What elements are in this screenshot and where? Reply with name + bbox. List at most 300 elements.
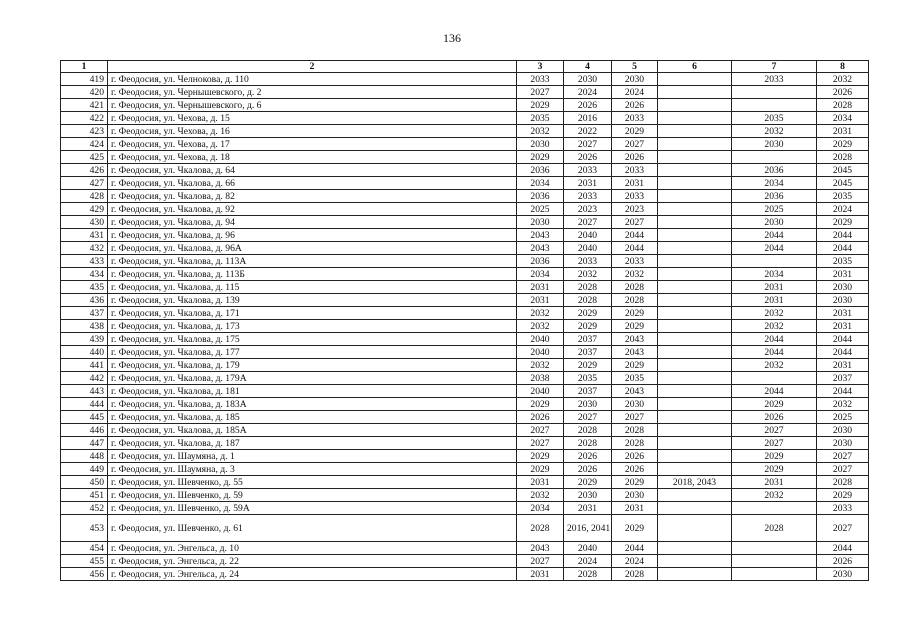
table-row xyxy=(61,203,869,216)
cell-col-8: 2044 xyxy=(817,346,869,359)
table-row xyxy=(61,255,869,268)
table-row xyxy=(61,112,869,125)
cell-row-number: 456 xyxy=(61,568,108,581)
cell-row-number: 429 xyxy=(61,203,108,216)
cell-col-4: 2037 xyxy=(564,333,612,346)
cell-col-4: 2037 xyxy=(564,385,612,398)
cell-col-6 xyxy=(658,86,732,99)
cell-col-3: 2027 xyxy=(517,424,564,437)
cell-col-8: 2030 xyxy=(817,424,869,437)
cell-col-4: 2037 xyxy=(564,346,612,359)
cell-col-5: 2031 xyxy=(612,177,658,190)
cell-col-8: 2025 xyxy=(817,411,869,424)
cell-row-number: 436 xyxy=(61,294,108,307)
cell-col-3: 2029 xyxy=(517,463,564,476)
cell-address: г. Феодосия, ул. Чкалова, д. 185А xyxy=(108,424,517,437)
cell-col-6 xyxy=(658,568,732,581)
cell-col-4: 2029 xyxy=(564,320,612,333)
cell-col-6 xyxy=(658,372,732,385)
cell-col-5: 2033 xyxy=(612,112,658,125)
cell-address: г. Феодосия, ул. Чкалова, д. 187 xyxy=(108,437,517,450)
cell-address: г. Феодосия, ул. Чкалова, д. 179А xyxy=(108,372,517,385)
cell-col-5: 2029 xyxy=(612,515,658,542)
table-row xyxy=(61,372,869,385)
cell-row-number: 435 xyxy=(61,281,108,294)
cell-col-3: 2029 xyxy=(517,151,564,164)
cell-col-7 xyxy=(732,372,817,385)
cell-col-8: 2030 xyxy=(817,437,869,450)
cell-address: г. Феодосия, ул. Шевченко, д. 59 xyxy=(108,489,517,502)
cell-col-6 xyxy=(658,112,732,125)
cell-col-8: 2024 xyxy=(817,203,869,216)
cell-col-5: 2029 xyxy=(612,307,658,320)
cell-address: г. Феодосия, ул. Чкалова, д. 113Б xyxy=(108,268,517,281)
cell-address: г. Феодосия, ул. Энгельса, д. 24 xyxy=(108,568,517,581)
cell-col-5: 2031 xyxy=(612,502,658,515)
cell-address: г. Феодосия, ул. Чехова, д. 15 xyxy=(108,112,517,125)
cell-col-3: 2034 xyxy=(517,502,564,515)
cell-col-3: 2033 xyxy=(517,73,564,86)
cell-col-4: 2040 xyxy=(564,229,612,242)
cell-col-7: 2025 xyxy=(732,203,817,216)
cell-row-number: 449 xyxy=(61,463,108,476)
cell-col-6 xyxy=(658,555,732,568)
cell-col-5: 2024 xyxy=(612,555,658,568)
cell-address: г. Феодосия, ул. Шевченко, д. 61 xyxy=(108,515,517,542)
cell-address: г. Феодосия, ул. Энгельса, д. 22 xyxy=(108,555,517,568)
cell-col-6 xyxy=(658,190,732,203)
table-row xyxy=(61,229,869,242)
table-row xyxy=(61,542,869,555)
cell-col-3: 2043 xyxy=(517,242,564,255)
table-row xyxy=(61,450,869,463)
cell-address: г. Феодосия, ул. Чкалова, д. 171 xyxy=(108,307,517,320)
cell-col-8: 2034 xyxy=(817,112,869,125)
cell-col-8: 2044 xyxy=(817,242,869,255)
cell-col-4: 2028 xyxy=(564,568,612,581)
cell-address: г. Феодосия, ул. Чкалова, д. 115 xyxy=(108,281,517,294)
cell-col-3: 2031 xyxy=(517,476,564,489)
cell-col-8: 2031 xyxy=(817,307,869,320)
cell-address: г. Феодосия, ул. Чкалова, д. 181 xyxy=(108,385,517,398)
cell-col-5: 2028 xyxy=(612,294,658,307)
cell-col-3: 2025 xyxy=(517,203,564,216)
header-row xyxy=(61,61,869,73)
cell-col-5: 2033 xyxy=(612,164,658,177)
cell-col-7: 2033 xyxy=(732,73,817,86)
cell-col-5: 2028 xyxy=(612,424,658,437)
cell-row-number: 422 xyxy=(61,112,108,125)
column-header-2: 2 xyxy=(108,61,517,73)
table-row xyxy=(61,242,869,255)
cell-col-7: 2034 xyxy=(732,177,817,190)
cell-row-number: 421 xyxy=(61,99,108,112)
cell-col-7 xyxy=(732,568,817,581)
table-row xyxy=(61,424,869,437)
cell-address: г. Феодосия, ул. Чкалова, д. 82 xyxy=(108,190,517,203)
table-row xyxy=(61,216,869,229)
column-header-8: 8 xyxy=(817,61,869,73)
cell-col-4: 2028 xyxy=(564,281,612,294)
cell-col-8: 2028 xyxy=(817,476,869,489)
cell-col-3: 2032 xyxy=(517,125,564,138)
cell-address: г. Феодосия, ул. Челнокова, д. 110 xyxy=(108,73,517,86)
cell-col-6 xyxy=(658,203,732,216)
cell-col-3: 2032 xyxy=(517,320,564,333)
cell-col-4: 2022 xyxy=(564,125,612,138)
cell-col-8: 2031 xyxy=(817,320,869,333)
cell-col-8: 2030 xyxy=(817,294,869,307)
table-row xyxy=(61,99,869,112)
cell-col-3: 2040 xyxy=(517,346,564,359)
cell-col-5: 2033 xyxy=(612,255,658,268)
cell-address: г. Феодосия, ул. Чкалова, д. 139 xyxy=(108,294,517,307)
cell-col-5: 2027 xyxy=(612,411,658,424)
cell-col-4: 2040 xyxy=(564,242,612,255)
table-row xyxy=(61,294,869,307)
cell-col-6 xyxy=(658,333,732,346)
cell-col-3: 2032 xyxy=(517,489,564,502)
table-row xyxy=(61,489,869,502)
cell-col-7 xyxy=(732,502,817,515)
table-row xyxy=(61,151,869,164)
cell-col-6 xyxy=(658,424,732,437)
cell-col-4: 2029 xyxy=(564,307,612,320)
table-row xyxy=(61,385,869,398)
cell-col-6 xyxy=(658,125,732,138)
cell-col-4: 2033 xyxy=(564,255,612,268)
cell-col-3: 2029 xyxy=(517,450,564,463)
cell-address: г. Феодосия, ул. Чкалова, д. 96 xyxy=(108,229,517,242)
cell-col-7: 2036 xyxy=(732,164,817,177)
cell-col-3: 2043 xyxy=(517,542,564,555)
cell-row-number: 432 xyxy=(61,242,108,255)
cell-col-5: 2044 xyxy=(612,242,658,255)
cell-col-8: 2030 xyxy=(817,281,869,294)
cell-col-8: 2045 xyxy=(817,164,869,177)
table-row xyxy=(61,437,869,450)
cell-col-7: 2031 xyxy=(732,281,817,294)
cell-col-8: 2044 xyxy=(817,542,869,555)
cell-col-5: 2030 xyxy=(612,398,658,411)
cell-col-7: 2030 xyxy=(732,216,817,229)
table-row xyxy=(61,281,869,294)
cell-col-7 xyxy=(732,99,817,112)
cell-col-3: 2035 xyxy=(517,112,564,125)
column-header-5: 5 xyxy=(612,61,658,73)
cell-col-5: 2029 xyxy=(612,476,658,489)
cell-col-8: 2027 xyxy=(817,463,869,476)
cell-row-number: 454 xyxy=(61,542,108,555)
cell-col-8: 2026 xyxy=(817,86,869,99)
cell-col-4: 2031 xyxy=(564,177,612,190)
cell-col-6 xyxy=(658,151,732,164)
cell-col-6 xyxy=(658,229,732,242)
cell-col-6 xyxy=(658,177,732,190)
cell-col-6 xyxy=(658,502,732,515)
cell-col-8: 2031 xyxy=(817,125,869,138)
cell-col-5: 2033 xyxy=(612,190,658,203)
cell-col-7: 2035 xyxy=(732,112,817,125)
cell-col-6 xyxy=(658,515,732,542)
cell-col-7: 2032 xyxy=(732,307,817,320)
cell-col-8: 2032 xyxy=(817,398,869,411)
cell-col-4: 2033 xyxy=(564,190,612,203)
cell-col-4: 2024 xyxy=(564,86,612,99)
cell-row-number: 433 xyxy=(61,255,108,268)
cell-col-4: 2027 xyxy=(564,216,612,229)
cell-row-number: 438 xyxy=(61,320,108,333)
cell-col-3: 2040 xyxy=(517,385,564,398)
cell-col-5: 2029 xyxy=(612,359,658,372)
cell-col-3: 2031 xyxy=(517,281,564,294)
table-row xyxy=(61,555,869,568)
cell-col-7: 2044 xyxy=(732,242,817,255)
cell-col-7: 2044 xyxy=(732,346,817,359)
cell-col-5: 2023 xyxy=(612,203,658,216)
cell-col-3: 2031 xyxy=(517,294,564,307)
column-header-1: 1 xyxy=(61,61,108,73)
cell-address: г. Феодосия, ул. Чкалова, д. 96А xyxy=(108,242,517,255)
cell-row-number: 424 xyxy=(61,138,108,151)
cell-col-5: 2029 xyxy=(612,125,658,138)
table-row xyxy=(61,346,869,359)
cell-col-7: 2032 xyxy=(732,125,817,138)
table-row xyxy=(61,86,869,99)
cell-col-6 xyxy=(658,294,732,307)
column-header-7: 7 xyxy=(732,61,817,73)
cell-col-4: 2026 xyxy=(564,450,612,463)
cell-col-4: 2035 xyxy=(564,372,612,385)
cell-col-3: 2036 xyxy=(517,164,564,177)
cell-address: г. Феодосия, ул. Чкалова, д. 185 xyxy=(108,411,517,424)
cell-col-4: 2027 xyxy=(564,138,612,151)
registry-table xyxy=(60,60,869,581)
cell-col-5: 2027 xyxy=(612,138,658,151)
cell-col-7: 2026 xyxy=(732,411,817,424)
cell-col-3: 2031 xyxy=(517,568,564,581)
cell-col-5: 2028 xyxy=(612,437,658,450)
cell-col-7: 2044 xyxy=(732,333,817,346)
cell-col-8: 2035 xyxy=(817,255,869,268)
table-row xyxy=(61,476,869,489)
cell-col-5: 2028 xyxy=(612,568,658,581)
cell-address: г. Феодосия, ул. Чкалова, д. 173 xyxy=(108,320,517,333)
cell-col-7: 2031 xyxy=(732,294,817,307)
cell-row-number: 437 xyxy=(61,307,108,320)
cell-address: г. Феодосия, ул. Чкалова, д. 94 xyxy=(108,216,517,229)
cell-row-number: 430 xyxy=(61,216,108,229)
cell-row-number: 439 xyxy=(61,333,108,346)
cell-col-6 xyxy=(658,73,732,86)
cell-col-8: 2037 xyxy=(817,372,869,385)
cell-col-4: 2023 xyxy=(564,203,612,216)
cell-col-3: 2036 xyxy=(517,255,564,268)
cell-col-6 xyxy=(658,138,732,151)
cell-col-4: 2032 xyxy=(564,268,612,281)
cell-row-number: 447 xyxy=(61,437,108,450)
table-row xyxy=(61,320,869,333)
cell-col-8: 2027 xyxy=(817,450,869,463)
cell-col-5: 2027 xyxy=(612,216,658,229)
table-row xyxy=(61,515,869,542)
cell-col-5: 2029 xyxy=(612,320,658,333)
cell-address: г. Феодосия, ул. Чкалова, д. 183А xyxy=(108,398,517,411)
cell-col-4: 2028 xyxy=(564,424,612,437)
table-row xyxy=(61,307,869,320)
cell-row-number: 453 xyxy=(61,515,108,542)
cell-col-4: 2026 xyxy=(564,463,612,476)
table-row xyxy=(61,333,869,346)
cell-col-6 xyxy=(658,164,732,177)
cell-col-4: 2030 xyxy=(564,73,612,86)
cell-col-8: 2029 xyxy=(817,216,869,229)
table-row xyxy=(61,125,869,138)
cell-col-6 xyxy=(658,99,732,112)
cell-col-3: 2027 xyxy=(517,555,564,568)
cell-col-6 xyxy=(658,359,732,372)
cell-row-number: 444 xyxy=(61,398,108,411)
cell-row-number: 448 xyxy=(61,450,108,463)
cell-col-7 xyxy=(732,542,817,555)
cell-col-6 xyxy=(658,437,732,450)
cell-col-7: 2029 xyxy=(732,398,817,411)
cell-address: г. Феодосия, ул. Шевченко, д. 55 xyxy=(108,476,517,489)
table-row xyxy=(61,411,869,424)
cell-col-4: 2033 xyxy=(564,164,612,177)
cell-row-number: 431 xyxy=(61,229,108,242)
cell-col-3: 2030 xyxy=(517,216,564,229)
cell-address: г. Феодосия, ул. Чкалова, д. 66 xyxy=(108,177,517,190)
cell-address: г. Феодосия, ул. Чкалова, д. 177 xyxy=(108,346,517,359)
cell-row-number: 450 xyxy=(61,476,108,489)
cell-row-number: 441 xyxy=(61,359,108,372)
cell-col-4: 2040 xyxy=(564,542,612,555)
table-row xyxy=(61,359,869,372)
cell-row-number: 443 xyxy=(61,385,108,398)
cell-col-3: 2027 xyxy=(517,437,564,450)
table-row xyxy=(61,398,869,411)
cell-col-6 xyxy=(658,398,732,411)
cell-col-7: 2032 xyxy=(732,359,817,372)
cell-col-4: 2024 xyxy=(564,555,612,568)
cell-col-4: 2031 xyxy=(564,502,612,515)
cell-col-5: 2044 xyxy=(612,542,658,555)
cell-col-4: 2016 xyxy=(564,112,612,125)
cell-col-4: 2026 xyxy=(564,151,612,164)
cell-col-3: 2026 xyxy=(517,411,564,424)
cell-col-3: 2032 xyxy=(517,359,564,372)
cell-col-6 xyxy=(658,216,732,229)
cell-col-5: 2043 xyxy=(612,346,658,359)
cell-col-5: 2024 xyxy=(612,86,658,99)
cell-row-number: 425 xyxy=(61,151,108,164)
cell-address: г. Феодосия, ул. Чернышевского, д. 2 xyxy=(108,86,517,99)
cell-col-7 xyxy=(732,151,817,164)
cell-col-5: 2035 xyxy=(612,372,658,385)
cell-address: г. Феодосия, ул. Чкалова, д. 64 xyxy=(108,164,517,177)
cell-address: г. Феодосия, ул. Энгельса, д. 10 xyxy=(108,542,517,555)
cell-row-number: 442 xyxy=(61,372,108,385)
table-body xyxy=(61,73,869,581)
cell-col-8: 2027 xyxy=(817,515,869,542)
cell-row-number: 423 xyxy=(61,125,108,138)
cell-col-5: 2028 xyxy=(612,281,658,294)
cell-address: г. Феодосия, ул. Чкалова, д. 92 xyxy=(108,203,517,216)
cell-col-4: 2030 xyxy=(564,489,612,502)
cell-col-7 xyxy=(732,86,817,99)
table-row xyxy=(61,268,869,281)
cell-col-8: 2044 xyxy=(817,385,869,398)
cell-col-7: 2027 xyxy=(732,424,817,437)
cell-col-8: 2029 xyxy=(817,138,869,151)
cell-col-8: 2044 xyxy=(817,333,869,346)
cell-col-7: 2032 xyxy=(732,489,817,502)
cell-row-number: 420 xyxy=(61,86,108,99)
cell-col-7: 2032 xyxy=(732,320,817,333)
cell-col-3: 2028 xyxy=(517,515,564,542)
cell-col-7: 2027 xyxy=(732,437,817,450)
cell-col-8: 2029 xyxy=(817,489,869,502)
cell-col-6 xyxy=(658,268,732,281)
cell-col-8: 2035 xyxy=(817,190,869,203)
table-row xyxy=(61,177,869,190)
cell-address: г. Феодосия, ул. Шаумяна, д. 3 xyxy=(108,463,517,476)
cell-col-6 xyxy=(658,255,732,268)
cell-col-4: 2029 xyxy=(564,359,612,372)
cell-col-7: 2029 xyxy=(732,450,817,463)
cell-row-number: 419 xyxy=(61,73,108,86)
cell-col-6 xyxy=(658,542,732,555)
cell-col-4: 2026 xyxy=(564,99,612,112)
table-row xyxy=(61,164,869,177)
cell-col-8: 2031 xyxy=(817,268,869,281)
cell-col-7: 2030 xyxy=(732,138,817,151)
cell-col-7: 2044 xyxy=(732,229,817,242)
cell-col-5: 2026 xyxy=(612,463,658,476)
cell-col-7 xyxy=(732,555,817,568)
cell-col-4: 2029 xyxy=(564,476,612,489)
cell-col-8: 2028 xyxy=(817,151,869,164)
cell-address: г. Феодосия, ул. Шаумяна, д. 1 xyxy=(108,450,517,463)
cell-col-3: 2038 xyxy=(517,372,564,385)
cell-col-5: 2026 xyxy=(612,450,658,463)
cell-col-3: 2034 xyxy=(517,177,564,190)
cell-col-5: 2044 xyxy=(612,229,658,242)
table-row xyxy=(61,73,869,86)
cell-address: г. Феодосия, ул. Чернышевского, д. 6 xyxy=(108,99,517,112)
cell-col-6: 2018, 2043 xyxy=(658,476,732,489)
cell-col-5: 2026 xyxy=(612,99,658,112)
cell-col-7: 2036 xyxy=(732,190,817,203)
cell-col-3: 2032 xyxy=(517,307,564,320)
cell-col-5: 2032 xyxy=(612,268,658,281)
cell-col-5: 2043 xyxy=(612,385,658,398)
cell-col-6 xyxy=(658,385,732,398)
cell-col-6 xyxy=(658,463,732,476)
cell-address: г. Феодосия, ул. Чкалова, д. 175 xyxy=(108,333,517,346)
column-header-6: 6 xyxy=(658,61,732,73)
cell-col-6 xyxy=(658,307,732,320)
cell-address: г. Феодосия, ул. Шевченко, д. 59А xyxy=(108,502,517,515)
cell-row-number: 455 xyxy=(61,555,108,568)
cell-row-number: 426 xyxy=(61,164,108,177)
cell-col-6 xyxy=(658,320,732,333)
cell-col-8: 2045 xyxy=(817,177,869,190)
cell-col-4: 2030 xyxy=(564,398,612,411)
cell-col-3: 2029 xyxy=(517,99,564,112)
cell-row-number: 446 xyxy=(61,424,108,437)
